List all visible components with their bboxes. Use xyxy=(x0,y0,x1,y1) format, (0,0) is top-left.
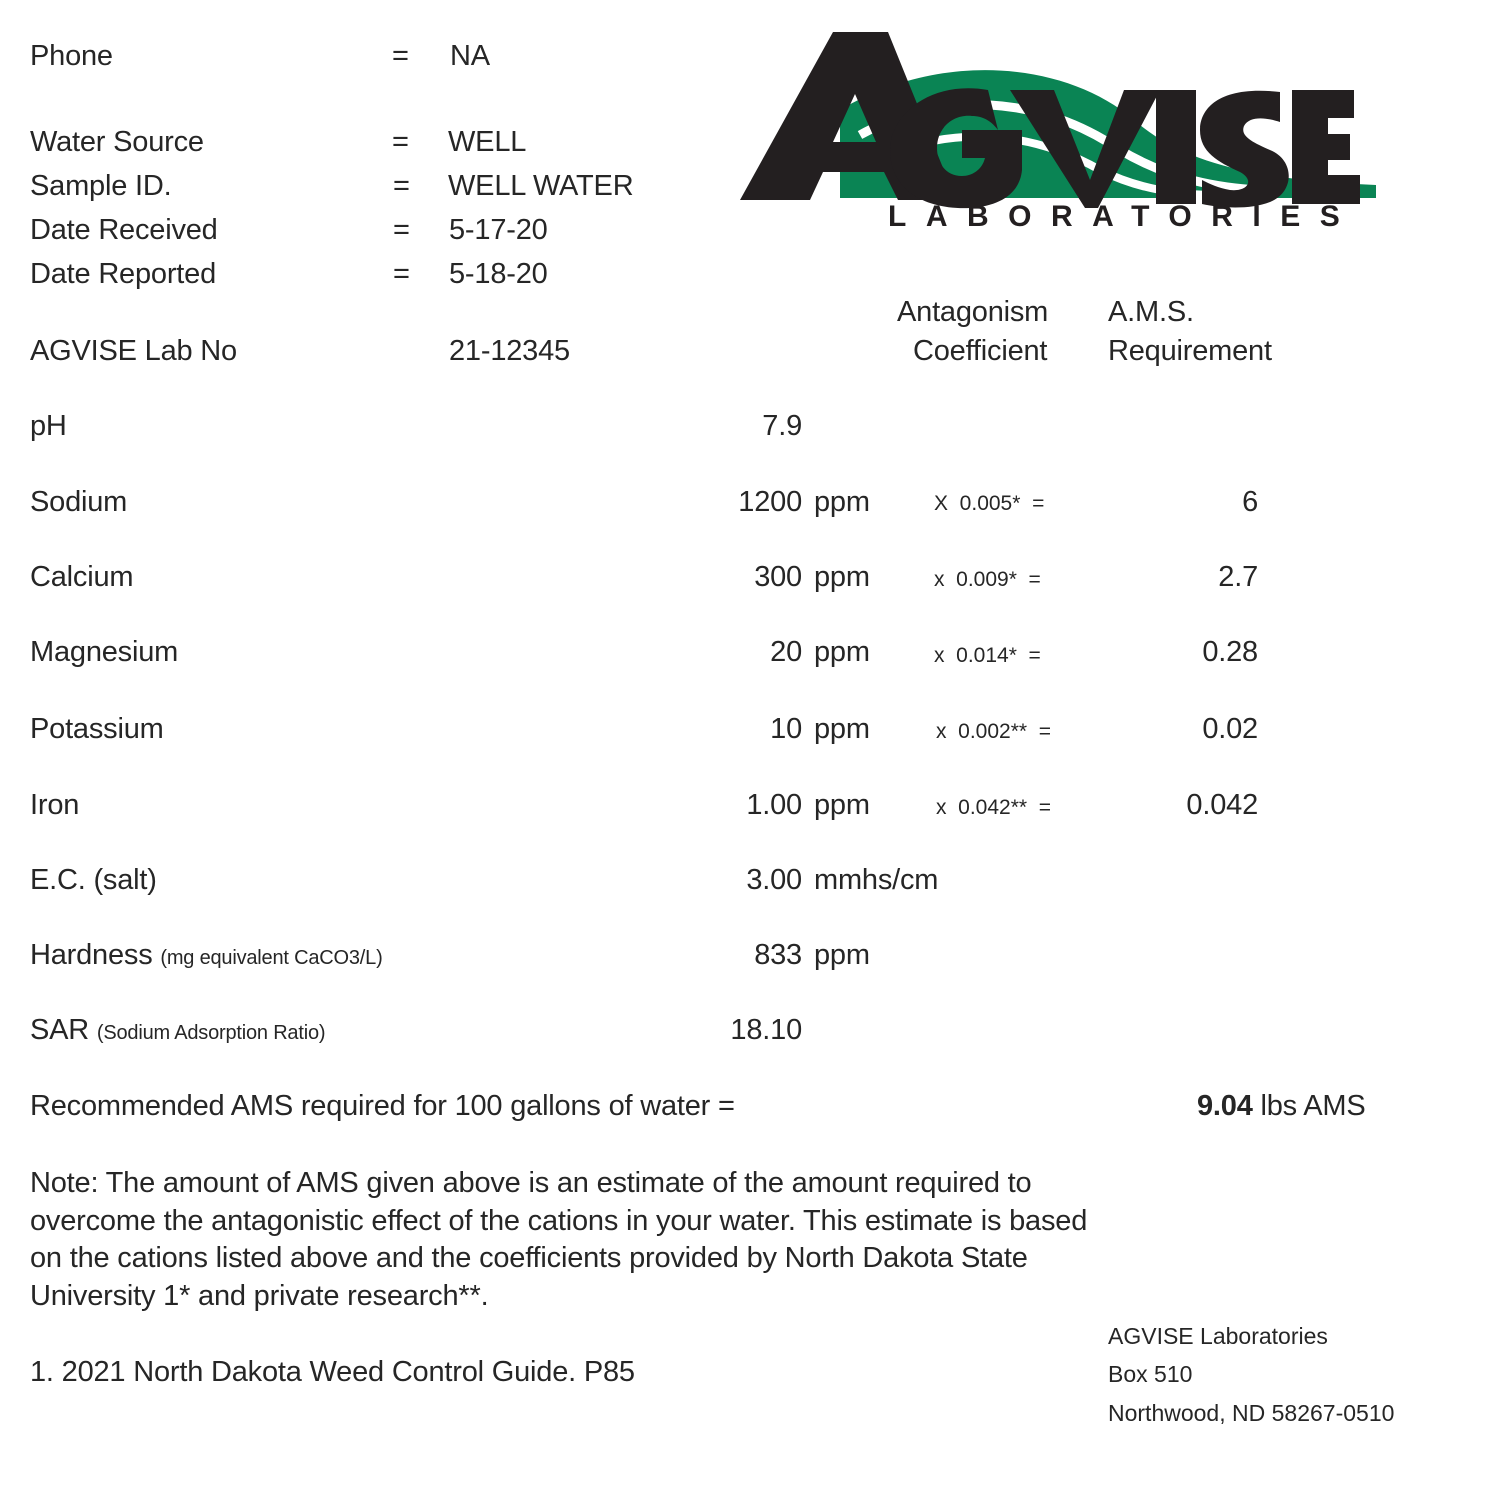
address-line: Box 510 xyxy=(1108,1361,1193,1387)
row-label: pH xyxy=(30,410,67,442)
row-value: 1200 xyxy=(738,486,802,518)
row-label xyxy=(30,939,383,972)
row-unit: mmhs/cm xyxy=(814,864,939,896)
row-ams: 2.7 xyxy=(1218,561,1258,593)
row-value: 20 xyxy=(770,636,802,668)
col-requirement-line2: Requirement xyxy=(1108,335,1272,367)
row-coefficient: x 0.042** = xyxy=(936,796,1051,819)
field-label-water-source: Water Source xyxy=(30,126,204,158)
address-line: AGVISE Laboratories xyxy=(1108,1323,1328,1349)
recommendation-amount: 9.04 xyxy=(1197,1090,1253,1122)
row-value: 300 xyxy=(754,561,802,593)
row-value: 1.00 xyxy=(746,789,802,821)
field-value-lab-no: 21-12345 xyxy=(449,335,570,367)
field-eq: = xyxy=(392,40,409,72)
row-unit: ppm xyxy=(814,636,870,668)
row-unit: ppm xyxy=(814,789,870,821)
row-unit: ppm xyxy=(814,713,870,745)
row-coefficient: x 0.009* = xyxy=(934,568,1041,591)
row-label xyxy=(30,1014,325,1047)
col-coefficient-line1: Antagonism xyxy=(897,296,1049,328)
row-label-main: Hardness xyxy=(30,939,153,971)
row-ams: 0.02 xyxy=(1202,713,1258,745)
field-value-date-received: 5-17-20 xyxy=(449,214,548,246)
note-line: Note: The amount of AMS given above is an estimate of the amount required to xyxy=(30,1167,1032,1199)
logo-subtitle: LABORATORIES xyxy=(888,200,1360,233)
row-label: Magnesium xyxy=(30,636,179,668)
address-line: Northwood, ND 58267-0510 xyxy=(1108,1400,1395,1426)
row-value: 833 xyxy=(754,939,802,971)
row-label: Iron xyxy=(30,789,80,821)
field-label-sample-id: Sample ID. xyxy=(30,170,172,202)
row-ams: 0.042 xyxy=(1186,789,1258,821)
field-value-date-reported: 5-18-20 xyxy=(449,258,548,290)
field-label-phone: Phone xyxy=(30,40,113,72)
field-label-lab-no: AGVISE Lab No xyxy=(30,335,237,367)
row-label: Sodium xyxy=(30,486,128,518)
field-value-water-source: WELL xyxy=(448,126,527,158)
row-value: 18.10 xyxy=(730,1014,802,1046)
row-ams: 6 xyxy=(1242,486,1258,518)
reference-citation: 1. 2021 North Dakota Weed Control Guide. P85 xyxy=(30,1356,635,1388)
col-coefficient-line2: Coefficient xyxy=(913,335,1048,367)
row-value: 10 xyxy=(770,713,802,745)
field-value-sample-id: WELL WATER xyxy=(448,170,634,202)
field-eq: = xyxy=(393,214,410,246)
row-coefficient: x 0.014* = xyxy=(934,644,1041,667)
row-ams: 0.28 xyxy=(1202,636,1258,668)
row-unit: ppm xyxy=(814,561,870,593)
field-eq: = xyxy=(393,170,410,202)
field-value-phone: NA xyxy=(450,40,490,72)
note-line: on the cations listed above and the coefficients provided by North Dakota State xyxy=(30,1242,1028,1274)
row-label-main: SAR xyxy=(30,1014,90,1046)
recommendation-label: Recommended AMS required for 100 gallons of water = xyxy=(30,1090,735,1122)
field-eq: = xyxy=(392,126,409,158)
row-coefficient: x 0.002** = xyxy=(936,720,1051,743)
recommendation-unit: lbs AMS xyxy=(1260,1090,1366,1122)
note-line: overcome the antagonistic effect of the cations in your water. This estimate is based xyxy=(30,1205,1088,1237)
row-label: Calcium xyxy=(30,561,134,593)
row-value: 3.00 xyxy=(746,864,802,896)
row-label: E.C. (salt) xyxy=(30,864,157,896)
col-requirement-line1: A.M.S. xyxy=(1108,296,1194,328)
row-label-note: (mg equivalent CaCO3/L) xyxy=(160,947,383,969)
row-unit: ppm xyxy=(814,939,870,971)
row-unit: ppm xyxy=(814,486,870,518)
row-label-note: (Sodium Adsorption Ratio) xyxy=(96,1022,326,1044)
row-label: Potassium xyxy=(30,713,164,745)
field-eq: = xyxy=(393,258,410,290)
note-line: University 1* and private research**. xyxy=(30,1280,489,1312)
row-value: 7.9 xyxy=(762,410,802,442)
row-coefficient: X 0.005* = xyxy=(934,492,1045,515)
recommendation-value xyxy=(1197,1090,1366,1123)
field-label-date-received: Date Received xyxy=(30,214,218,246)
field-label-date-reported: Date Reported xyxy=(30,258,217,290)
